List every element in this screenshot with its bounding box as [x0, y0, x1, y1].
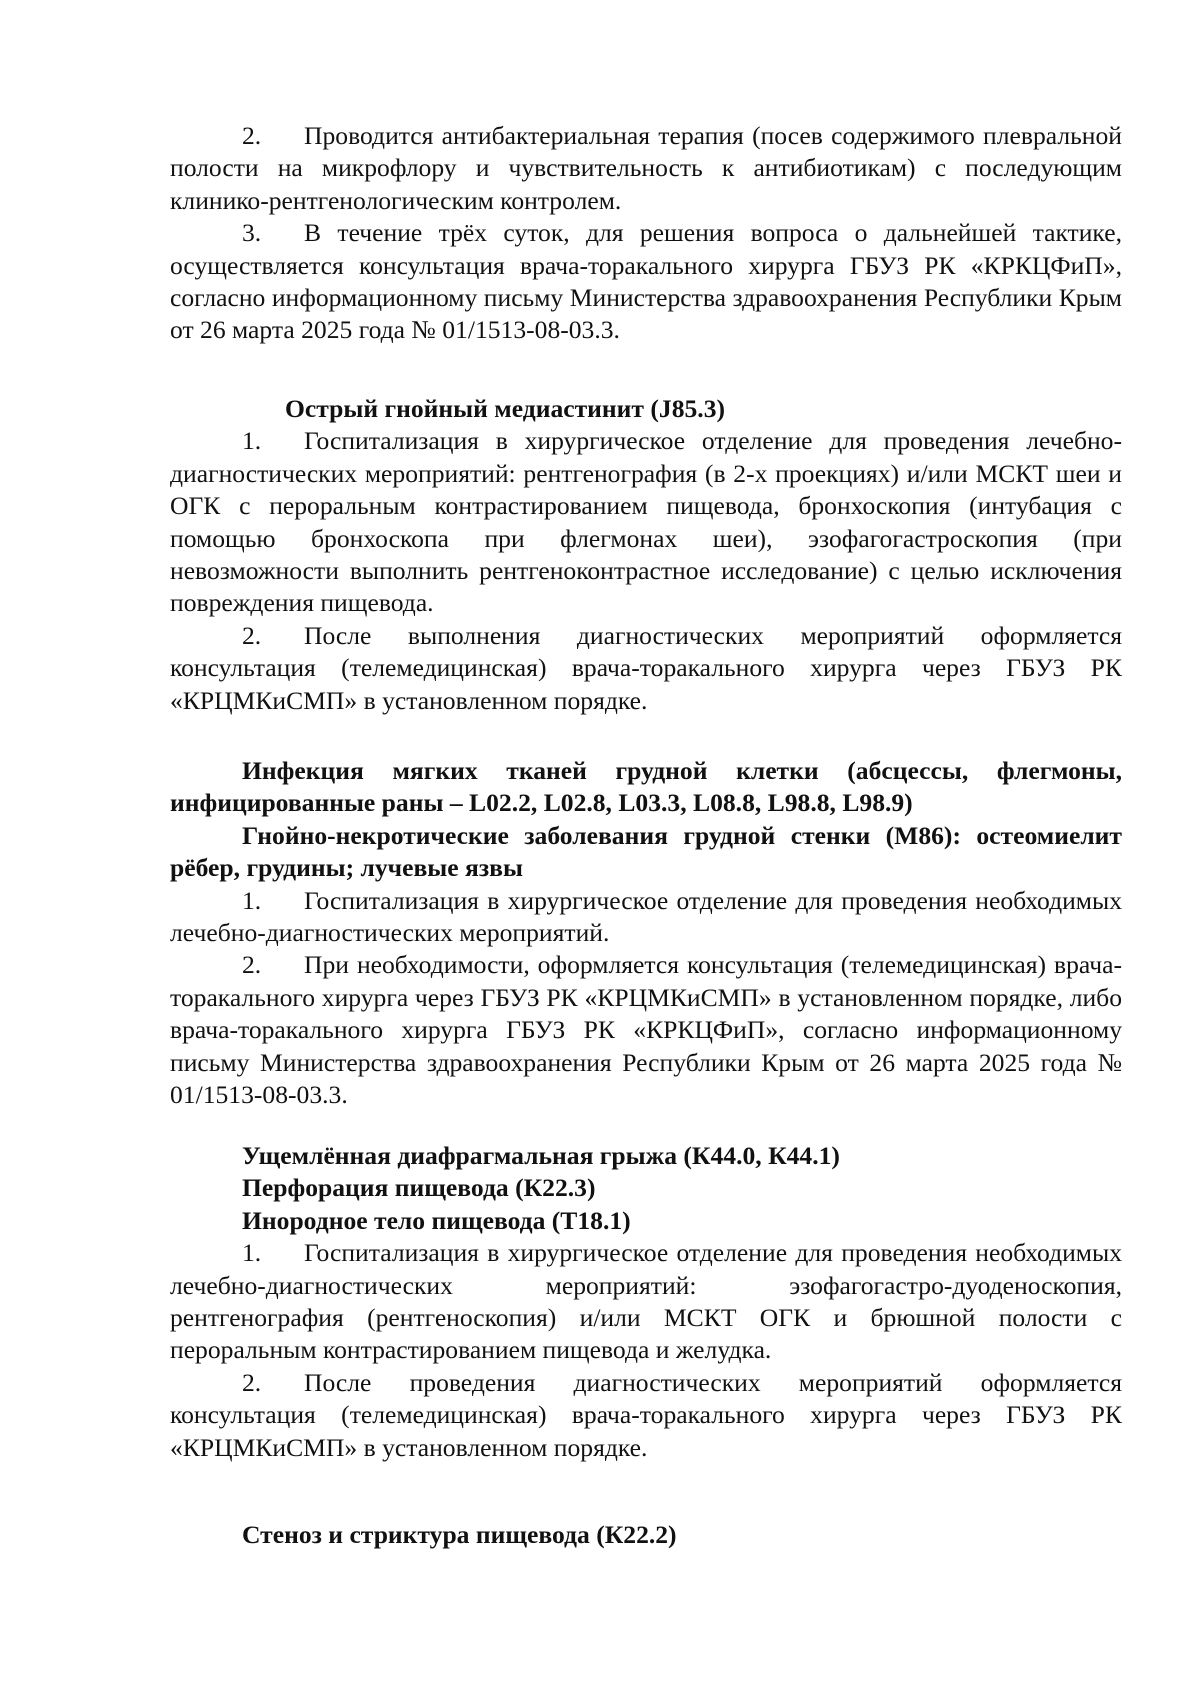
list-item: [170, 1367, 1122, 1464]
list-item: [170, 885, 1122, 950]
section-heading: Гнойно-некротические заболевания грудной стенки (М86): остеомиелит рёбер, грудины; лучевые язвы: [170, 820, 1122, 883]
item-number: 3.: [242, 218, 262, 248]
item-text: При необходимости, оформляется консультация (телемедицинская) врача-торакального хирурга через ГБУЗ РК «КРЦМКиСМП» в установленном порядке, либо врача-торакального хирурга ГБУЗ РК «КРКЦФиП», согласно информационному письму Министерства здравоохранения Республики Крым от 26 марта 2025 года № 01/1513-08-03.3.: [170, 950, 1122, 1110]
soft-tissue-section: [170, 755, 1122, 1111]
list-item: [170, 1237, 1122, 1367]
item-text: Госпитализация в хирургическое отделение для проведения необходимых лечебно-диагностических мероприятий.: [170, 885, 1122, 948]
section-heading: Инфекция мягких тканей грудной клетки (абсцессы, флегмоны, инфицированные раны – L02.2, L02.8, L03.3, L08.8, L98.8, L98.9): [170, 756, 1122, 818]
mediastinitis-section: [170, 393, 1122, 717]
item-number: 1.: [242, 885, 262, 915]
item-number: 1.: [242, 426, 262, 456]
item-text: Госпитализация в хирургическое отделение для проведения лечебно-диагностических мероприятий: рентгенография (в 2-х проекциях) и/или МСКТ шеи и ОГК с пероральным контрастированием пищевода, бронхоскопия (интубация с помощью бронхоскопа при флегмонах шеи), эзофагогастроскопия (при невозможности выполнить рентгеноконтрастное исследование) с целью исключения повреждения пищевода.: [170, 426, 1122, 618]
list-item: [170, 949, 1122, 1111]
item-text: После выполнения диагностических мероприятий оформляется консультация (телемедицинская) врача-торакального хирурга через ГБУЗ РК «КРЦМКиСМП» в установленном порядке.: [170, 620, 1122, 715]
item-text: Проводится антибактериальная терапия (посев содержимого плевральной полости на микрофлору и чувствительность к антибиотикам) с последующим клинико-рентгенологическим контролем.: [170, 121, 1122, 215]
item-number: 2.: [242, 950, 262, 980]
list-item: [170, 120, 1122, 217]
list-item: [170, 425, 1122, 619]
intro-section: [170, 120, 1122, 347]
section-heading: Стеноз и стриктура пищевода (К22.2): [242, 1520, 677, 1549]
section-heading: Ущемлённая диафрагмальная грыжа (К44.0, К44.1): [242, 1141, 840, 1170]
section-heading: Острый гнойный медиастинит (J85.3): [285, 394, 726, 423]
item-number: 1.: [242, 1238, 262, 1268]
section-heading: Инородное тело пищевода (Т18.1): [242, 1205, 631, 1235]
item-text: После проведения диагностических мероприятий оформляется консультация (телемедицинская) врача-торакального хирурга через ГБУЗ РК «КРЦМКиСМП» в установленном порядке.: [170, 1367, 1122, 1462]
section-heading: Перфорация пищевода (К22.3): [242, 1173, 596, 1203]
stenosis-section: [170, 1519, 1122, 1551]
list-item: [170, 620, 1122, 717]
item-text: В течение трёх суток, для решения вопроса о дальнейшей тактике, осуществляется консультация врача-торакального хирурга ГБУЗ РК «КРКЦФиП», согласно информационному письму Министерства здравоохранения Республики Крым от 26 марта 2025 года № 01/1513-08-03.3.: [170, 218, 1122, 345]
esophagus-section: [170, 1140, 1122, 1464]
item-text: Госпитализация в хирургическое отделение для проведения необходимых лечебно-диагностических мероприятий: эзофагогастро-дуоденоскопия, рентгенография (рентгеноскопия) и/или МСКТ ОГК и брюшной полости с пероральным контрастированием пищевода и желудка.: [170, 1238, 1122, 1365]
item-number: 2.: [242, 121, 262, 150]
item-number: 2.: [242, 1367, 262, 1397]
item-number: 2.: [242, 620, 262, 650]
list-item: [170, 217, 1122, 347]
